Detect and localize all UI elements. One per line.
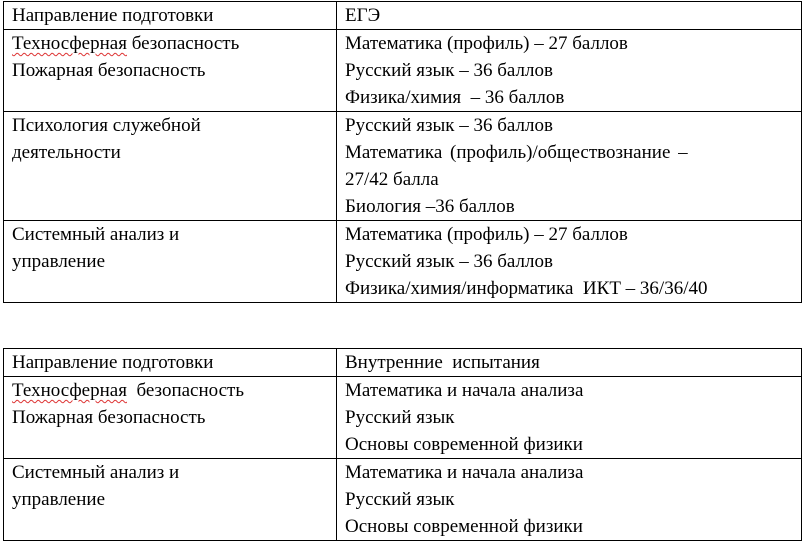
exam-line: Основы современной физики (345, 434, 583, 455)
table-row (4, 377, 802, 459)
table-header-row (4, 2, 802, 30)
header-direction: Направление подготовки (4, 349, 337, 377)
exams-cell (337, 30, 802, 112)
exams-cell (337, 459, 802, 541)
spellcheck-word: Техносферная (12, 380, 127, 401)
direction-line: управление (12, 489, 106, 510)
exam-line: 27/42 балла (345, 169, 439, 190)
direction-line: Системный анализ и (12, 224, 180, 245)
exam-line: Русский язык (345, 407, 455, 428)
exams-cell (337, 377, 802, 459)
direction-line: Техносферная безопасность (12, 380, 245, 401)
exam-line: Математика (профиль) – 27 баллов (345, 33, 628, 54)
table-row (4, 30, 802, 112)
direction-line: управление (12, 251, 106, 272)
header-internal-exams: Внутренние испытания (337, 349, 802, 377)
table-row (4, 221, 802, 303)
header-direction: Направление подготовки (4, 2, 337, 30)
exam-line: Математика (профиль)/обществознание – (345, 142, 688, 163)
exam-line: Русский язык – 36 баллов (345, 251, 553, 272)
table-row (4, 459, 802, 541)
direction-line: Пожарная безопасность (12, 60, 206, 81)
admission-table-ege (3, 1, 802, 303)
exam-line: Биология –36 баллов (345, 196, 515, 217)
direction-line: деятельности (12, 142, 121, 163)
exam-line: Математика и начала анализа (345, 462, 584, 483)
direction-cell (4, 221, 337, 303)
direction-cell (4, 459, 337, 541)
exam-line: Физика/химия – 36 баллов (345, 87, 565, 108)
direction-cell (4, 30, 337, 112)
exam-line: Основы современной физики (345, 516, 583, 537)
spellcheck-word: Техносферная (12, 33, 127, 54)
exam-line: Математика и начала анализа (345, 380, 584, 401)
table-header-row (4, 349, 802, 377)
direction-cell (4, 377, 337, 459)
direction-line: Системный анализ и (12, 462, 180, 483)
header-ege: ЕГЭ (337, 2, 802, 30)
exams-cell (337, 221, 802, 303)
direction-cell (4, 112, 337, 221)
exam-line: Русский язык – 36 баллов (345, 115, 553, 136)
exams-cell (337, 112, 802, 221)
direction-line: Техносферная безопасность (12, 33, 240, 54)
exam-line: Русский язык (345, 489, 455, 510)
admission-table-internal-exams (3, 348, 802, 541)
direction-line: Пожарная безопасность (12, 407, 206, 428)
exam-line: Математика (профиль) – 27 баллов (345, 224, 628, 245)
direction-line: Психология служебной (12, 115, 201, 136)
exam-line: Русский язык – 36 баллов (345, 60, 553, 81)
exam-line: Физика/химия/информатика ИКТ – 36/36/40 (345, 278, 708, 299)
table-row (4, 112, 802, 221)
